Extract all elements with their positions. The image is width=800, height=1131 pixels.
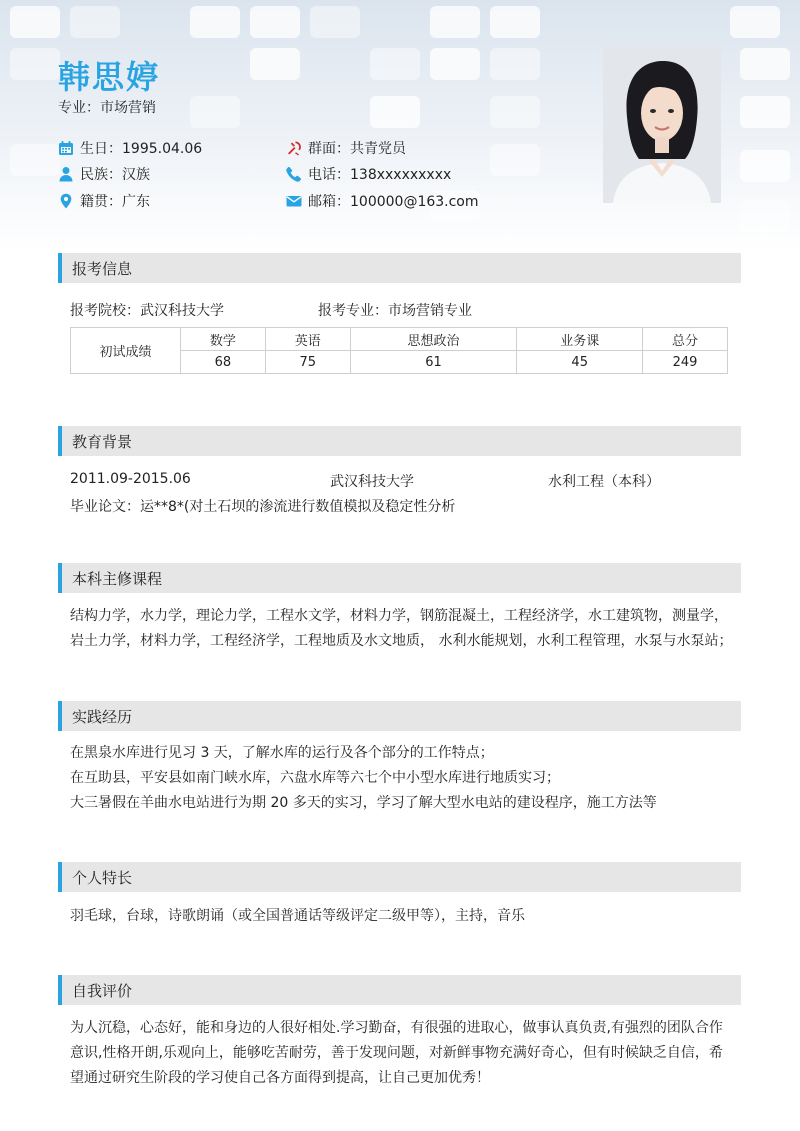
section-title: 本科主修课程 [72,569,163,588]
education-school: 武汉科技大学 [330,474,414,490]
phone-icon [286,166,302,182]
text-line: 为人沉稳，心态好，能和身边的人很好相处.学习勤奋，有很强的进取心，做事认真负责,有强烈的团队合作 [70,1020,723,1036]
origin-text: 籍贯：广东 [80,194,150,210]
practice-text [70,741,738,816]
text-line: 岩土力学，材料力学，工程经济学，工程地质及水文地质， 水利水能规划，水利工程管理，水泵与水泵站； [70,633,733,649]
section-header-exam [58,253,741,283]
section-accent-bar [58,426,62,456]
hammer-sickle-icon [286,140,302,156]
section-header-skills [58,862,741,892]
section-accent-bar [58,563,62,593]
email-info [286,191,479,211]
origin-info [58,191,150,211]
phone-text: 电话：138xxxxxxxxx [308,167,452,183]
ethnicity-info [58,164,150,184]
profile-photo [603,47,721,203]
text-line: 意识,性格开朗,乐观向上，能够吃苦耐劳，善于发现问题，对新鲜事物充满好奇心，但有时候缺乏自信，希 [70,1045,723,1061]
text-line: 结构力学，水力学，理论力学，工程水文学，材料力学，钢筋混凝土，工程经济学，水工建筑物，测量学， [70,608,728,624]
section-header-practice [58,701,741,731]
self-evaluation-text [70,1016,738,1091]
phone-info [286,164,451,184]
location-pin-icon [58,193,74,209]
text-line: 在互助县，平安县如南门峡水库，六盘水库等六七个中小型水库进行地质实习； [70,770,560,786]
calendar-icon [58,140,74,156]
section-accent-bar [58,975,62,1005]
subject-header: 数学 [181,328,266,351]
subject-header: 思想政治 [350,328,517,351]
text-line: 大三暑假在羊曲水电站进行为期 20 多天的实习，学习了解大型水电站的建设程序，施工方法等 [70,795,657,811]
section-title: 个人特长 [72,868,133,887]
section-accent-bar [58,253,62,283]
section-title: 教育背景 [72,432,133,451]
text-line: 羽毛球，台球，诗歌朗诵（或全国普通话等级评定二级甲等），主持，音乐 [70,908,525,924]
section-header-education [58,426,741,456]
subject-header: 总分 [643,328,728,351]
subject-header: 业务课 [517,328,643,351]
political-info [286,138,406,158]
section-title: 自我评价 [72,981,133,1000]
text-line: 望通过研究生阶段的学习使自己各方面得到提高，让自己更加优秀！ [70,1070,490,1086]
candidate-major: 专业：市场营销 [58,100,156,116]
section-header-courses [58,563,741,593]
education-thesis: 毕业论文：运**8*(对土石坝的渗流进行数值模拟及稳定性分析 [70,499,456,515]
candidate-name: 韩思婷 [58,58,161,96]
section-title: 报考信息 [72,259,133,278]
section-accent-bar [58,862,62,892]
score-cell: 249 [643,351,728,374]
section-title: 实践经历 [72,707,133,726]
birth-info [58,138,202,158]
education-degree: 水利工程（本科） [548,474,660,490]
education-period: 2011.09-2015.06 [70,471,191,487]
exam-school: 报考院校：武汉科技大学 [70,303,224,319]
person-icon [58,166,74,182]
section-header-self-evaluation [58,975,741,1005]
birth-text: 生日：1995.04.06 [80,141,203,157]
score-cell: 45 [517,351,643,374]
courses-text [70,604,738,654]
envelope-icon [286,193,302,209]
section-accent-bar [58,701,62,731]
score-table [70,327,728,374]
table-row [71,328,728,351]
political-text: 群面：共青党员 [308,141,406,157]
score-row-label: 初试成绩 [71,328,181,374]
score-cell: 75 [265,351,350,374]
score-cell: 68 [181,351,266,374]
exam-major: 报考专业：市场营销专业 [318,303,472,319]
skills-text [70,904,738,929]
subject-header: 英语 [265,328,350,351]
email-text: 邮箱：100000@163.com [308,194,479,210]
score-cell: 61 [350,351,517,374]
text-line: 在黑泉水库进行见习 3 天，了解水库的运行及各个部分的工作特点； [70,745,494,761]
ethnicity-text: 民族：汉族 [80,167,150,183]
